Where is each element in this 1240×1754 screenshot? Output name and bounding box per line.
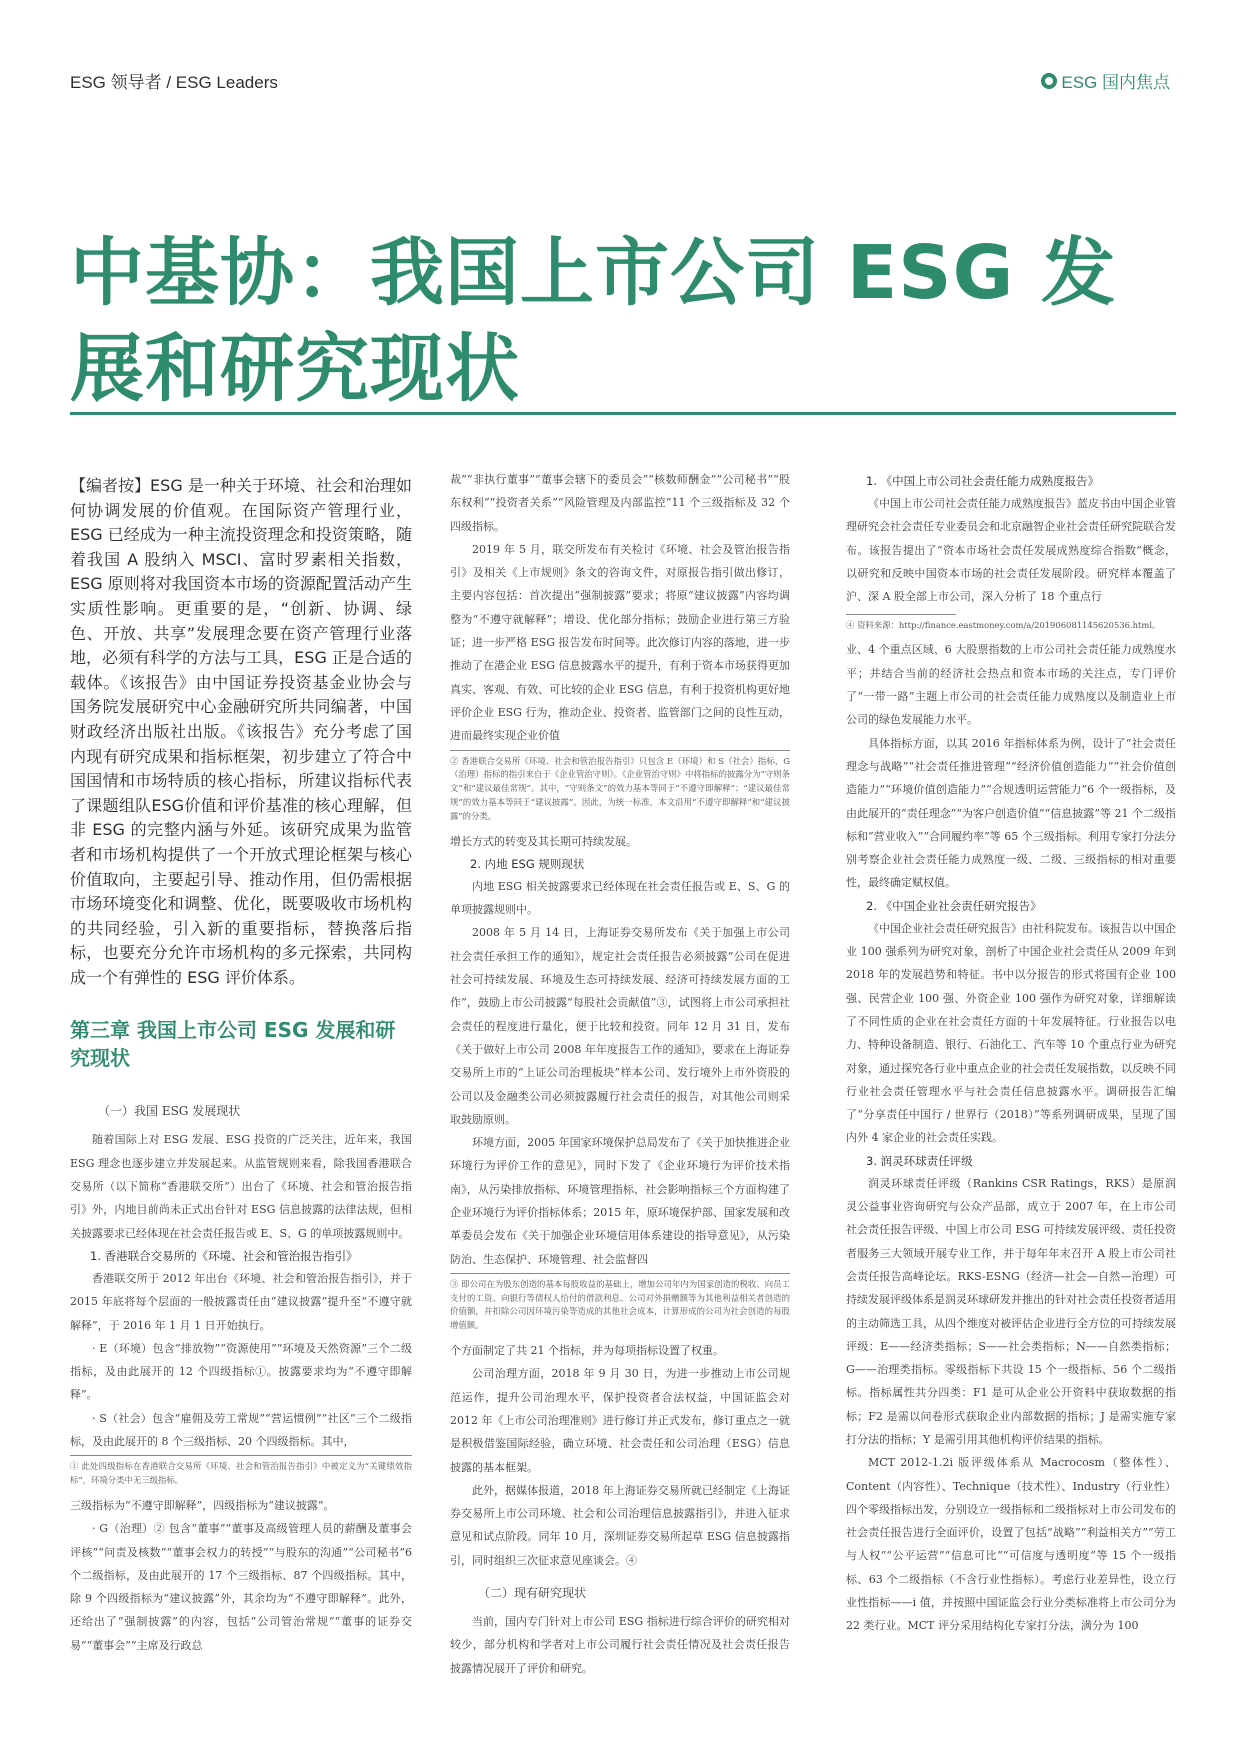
paragraph: 公司治理方面，2018 年 9 月 30 日，为进一步推动上市公司规范运作，提升公司治理水平，保护投资者合法权益，中国证监会对 2012 年《上市公司治理准则》进行修订并正式发布，修订重点之一就是积极借鉴国际经验，确立环境、社会责任和公司治理（ESG）信息披露的基本框架。 [450,1367,790,1474]
title-divider [70,412,1176,415]
subsection-heading: 3. 润灵环球责任评级 [866,1153,973,1168]
subsection-heading: 2. 《中国企业社会责任研究报告》 [866,898,1042,913]
paragraph: · S（社会）包含“雇佣及劳工常规”“营运惯例”“社区”三个二级指标，及由此展开的 8 个三级指标、20 个四级指标。其中， [70,1411,412,1449]
source-footnote: ④ 资料来源：http://finance.eastmoney.com/a/201906081145620536.html。 [846,620,1161,631]
paragraph: 具体指标方面，以其 2016 年指标体系为例，设计了“社会责任理念与战略”“社会责任推进管理”“经济价值创造能力”“社会价值创造能力”“环境价值创造能力”“合规透明运营能力”6 个一级指标，及由此展开的“责任理念”“为客户创造价值”“信息披露”等 21 个二级指标和“营业收入”“合同履约率”等 65 个三级指标。利用专家打分法分别考察企业社会责任能力成熟度一级、二级、三级指标的相对重要性，最终确定赋权值。 [846,736,1176,890]
column-1-body [70,1128,412,1657]
running-header-right [1041,68,1170,93]
paragraph: 业、4 个重点区域、6 大股票指数的上市公司社会责任能力成熟度水平；并结合当前的经济社会热点和资本市场的关注点，专门评价了“一带一路”主题上市公司的社会责任能力成熟度以及制造业上市公司的绿色发展能力水平。 [846,643,1176,727]
subsection-heading: 1. 《中国上市公司社会责任能力成熟度报告》 [866,474,1100,488]
footnote-divider [846,614,956,615]
article-title: 中基协：我国上市公司 ESG 发展和研究现状 [70,230,1117,412]
column-3-body [846,470,1176,1638]
column-2 [450,468,790,1680]
paragraph: 2008 年 5 月 14 日，上海证券交易所发布《关于加强上市公司社会责任承担工作的通知》，规定社会责任报告必须披露“公司在促进社会可持续发展、环境及生态可持续发展、经济可持续发展方面的工作”，鼓励上市公司披露“每股社会贡献值”③，试图将上市公司承担社会责任的程度进行量化，便于比较和投资。同年 12 月 31 日，发布《关于做好上市公司 2008 年年度报告工作的通知》，要求在上海证券交易所上市的“上证公司治理板块”样本公司、发行境外上市外资股的公司以及金融类公司必须披露履行社会责任的报告，对其他公司则采取鼓励原则。 [450,926,790,1126]
paragraph: · E（环境）包含“排放物”“资源使用”“环境及天然资源”三个二级指标，及由此展开的 12 个四级指标①。披露要求均为“不遵守即解释”。 [70,1341,412,1402]
subsection-heading: 2. 内地 ESG 规则现状 [470,856,585,871]
running-header-left: ESG 领导者 / ESG Leaders [70,73,278,92]
paragraph: 三级指标为“不遵守即解释”，四级指标为“建议披露”。 [70,1498,335,1512]
column-3 [846,470,1176,1638]
paragraph: 此外，据媒体报道，2018 年上海证券交易所就已经制定《上海证券交易所上市公司环境、社会和公司治理信息披露指引》，并进入征求意见和试点阶段。同年 10 月，深圳证券交易所起草 ESG 信息披露指引，同时组织三次征求意见座谈会。④ [450,1483,790,1567]
chapter-heading: 第三章 我国上市公司 ESG 发展和研究现状 [70,1018,396,1071]
footnote: ② 香港联合交易所《环境、社会和管治报告指引》只包含 E（环境）和 S（社会）指标，G（治理）指标的指引来自于《企业管治守则》。《企业管治守则》中将指标的披露分为“守则条文”和“建议最佳常规”。其中，“守则条文”的效力基本等同于“不遵守即解释”；“建议最佳常规”的效力基本等同于“建议披露”。因此，为统一标准，本文沿用“不遵守即解释”和“建议披露”的分类。 [450,750,790,824]
paragraph: 随着国际上对 ESG 发展、ESG 投资的广泛关注，近年来，我国 ESG 理念也逐步建立并发展起来。从监管规则来看，除我国香港联合交易所（以下简称“香港联交所”）出台了《环境、社会和管治报告指引》外，内地目前尚未正式出台针对 ESG 信息披露的法律法规，但相关披露要求已经体现在社会责任报告或 E、S、G 的单项披露规则中。 [70,1133,412,1240]
paragraph: 增长方式的转变及其长期可持续发展。 [450,834,637,848]
paragraph: 润灵环球责任评级（Rankins CSR Ratings，RKS）是原润灵公益事业咨询研究与公众产品部，成立于 2007 年，在上市公司社会责任报告评级、中国上市公司 ESG 可持续发展评级、责任投资者服务三大领域开展专业工作，并于每年年末召开 A 股上市公司社会责任报告高峰论坛。RKS-ESNG（经济—社会—自然—治理）可持续发展评级体系是润灵环球研发并推出的针对社会责任投资者适用的主动筛选工具，从四个维度对被评估企业进行全方位的可持续发展评级：E——经济类指标；S——社会类指标；N——自然类指标；G——治理类指标。零级指标下共设 15 个一级指标、56 个二级指标。指标属性共分四类：F1 是可从企业公开资料中获取数据的指标；F2 是需以问卷形式获取企业内部数据的指标；J 是需实施专家打分法的指标；Y 是需引用其他机构评价结果的指标。 [846,1176,1176,1446]
running-header-right-label: ESG 国内焦点 [1061,73,1170,92]
circle-icon [1041,73,1057,89]
section-heading: （一）我国 ESG 发展现状 [98,1104,241,1119]
subsection-heading: 1. 香港联合交易所的《环境、社会和管治报告指引》 [90,1248,358,1263]
paragraph: 《中国企业社会责任研究报告》由社科院发布。该报告以中国企业 100 强系列为研究对象，剖析了中国企业社会责任从 2009 年到 2018 年的发展趋势和特征。书中以分报告的形式将国有企业 100 强、民营企业 100 强、外资企业 100 强作为研究对象，详细解读了不同性质的企业在社会责任方面的十年发展特征。行业报告以电力、特种设备制造、银行、石油化工、汽车等 10 个重点行业为研究对象，通过探究各行业中重点企业的社会责任发展指数，以反映不同行业社会责任管理水平与社会责任信息披露水平。调研报告汇编了“分享责任中国行 / 世界行（2018）”等系列调研成果，呈现了国内外 4 家企业的社会责任实践。 [846,921,1176,1145]
paragraph: 当前，国内专门针对上市公司 ESG 指标进行综合评价的研究相对较少，部分机构和学者对上市公司履行社会责任情况及社会责任报告披露情况展开了评价和研究。 [450,1615,790,1675]
paragraph: 个方面制定了共 21 个指标，并为每项指标设置了权重。 [450,1344,724,1358]
paragraph: 环境方面，2005 年国家环境保护总局发布了《关于加快推进企业环境行为评价工作的意见》，同时下发了《企业环境行为评价技术指南》，从污染排放指标、环境管理指标、社会影响指标三个方面构建了企业环境行为评价指标体系；2015 年，原环境保护部、国家发展和改革委员会发布《关于加强企业环境信用体系建设的指导意见》，从污染防治、生态保护、环境管理、社会监督四 [450,1136,790,1266]
paragraph: · G（治理）② 包含“董事”“董事及高级管理人员的薪酬及董事会评核”“问责及核数”“董事会权力的转授”“与股东的沟通”“公司秘书”6 个二级指标，及由此展开的 17 个三级指标、87 个四级指标。其中，除 9 个四级指标为“建议披露”外，其余均为“不遵守即解释”。此外，还给出了“强制披露”的内容，包括“公司管治常规”“董事的证券交易”“董事会”“主席及行政总 [70,1522,412,1652]
footnote: ③ 即公司在为股东创造的基本每股收益的基础上，增加公司年内为国家创造的税收、向员工支付的工资、向银行等债权人给付的借款利息、公司对外捐赠额等为其他利益相关者创造的价值额，并扣除公司因环境污染等造成的其他社会成本，计算形成的公司为社会创造的每股增值额。 [450,1273,790,1333]
column-1 [70,474,412,1657]
paragraph: 香港联交所于 2012 年出台《环境、社会和管治报告指引》，并于 2015 年底将每个层面的一般披露责任由“建议披露”提升至“不遵守就解释”，于 2016 年 1 月 1 日开始执行。 [70,1271,412,1332]
section-heading: （二）现有研究现状 [478,1586,587,1601]
editor-note: 【编者按】ESG 是一种关于环境、社会和治理如何协调发展的价值观。在国际资产管理行业，ESG 已经成为一种主流投资理念和投资策略，随着我国 A 股纳入 MSCI、富时罗素相关指数，ESG 原则将对我国资本市场的资源配置活动产生实质性影响。更重要的是，“创新、协调、绿色、开放、共享”发展理念要在资产管理行业落地，必须有科学的方法与工具，ESG 正是合适的载体。《该报告》由中国证券投资基金业协会与国务院发展研究中心金融研究所共同编著，中国财政经济出版社出版。《该报告》充分考虑了国内现有研究成果和指标框架，初步建立了符合中国国情和市场特质的核心指标，所建议指标代表了课题组队ESG价值和评价基准的核心理解，但非 ESG 的完整内涵与外延。该研究成果为监管者和市场机构提供了一个开放式理论框架与核心价值取向，主要起引导、推动作用，但仍需根据市场环境变化和调整、优化，既要吸收市场机构的共同经验，引入新的重要指标，替换落后指标，也要充分允许市场机构的多元探索，共同构成一个有弹性的 ESG 评价体系。 [70,476,412,987]
column-2-body [450,468,790,1680]
paragraph: MCT 2012-1.2i 版评级体系从 Macrocosm（整体性）、Content（内容性）、Technique（技术性）、Industry（行业性）四个零级指标出发，分别设立一级指标和二级指标对上市公司发布的社会责任报告进行全面评价，设置了包括“战略”“利益相关方”“劳工与人权”“公平运营”“信息可比”“可信度与透明度”等 15 个一级指标、63 个二级指标（不含行业性指标）。考虑行业差异性，设立行业性指标——i 值，并按照中国证监会行业分类标准将上市公司分为 22 类行业。MCT 评分采用结构化专家打分法，满分为 100 [846,1456,1176,1633]
paragraph: 《中国上市公司社会责任能力成熟度报告》蓝皮书由中国企业管理研究会社会责任专业委员会和北京融智企业社会责任研究院联合发布。该报告提出了“资本市场社会责任发展成熟度综合指数”概念，以研究和反映中国资本市场的社会责任发展阶段。研究样本覆盖了沪、深 A 股全部上市公司，深入分析了 18 个重点行 [846,497,1176,604]
footnote: ① 此处四级指标在香港联合交易所《环境、社会和管治报告指引》中被定义为“关键绩效指标”，环境分类中无三级指标。 [70,1455,412,1488]
paragraph: 2019 年 5 月，联交所发布有关检讨《环境、社会及管治报告指引》及相关《上市规则》条文的咨询文件，对原报告指引做出修订，主要内容包括：首次提出“强制披露”要求；将原“建议披露”内容均调整为“不遵守就解释”；增设、优化部分指标；鼓励企业进行第三方验证；进一步严格 ESG 报告发布时间等。此次修订内容的落地，进一步推动了在港企业 ESG 信息披露水平的提升，有利于资本市场获得更加真实、客观、有效、可比较的企业 ESG 信息，有利于投资机构更好地评价企业 ESG 行为，推动企业、投资者、监管部门之间的良性互动，进而最终实现企业价值 [450,542,790,743]
paragraph: 裁”“非执行董事”“董事会辖下的委员会”“核数师酬金”“公司秘书”“股东权利”“投资者关系”“风险管理及内部监控”11 个三级指标及 32 个四级指标。 [450,473,790,533]
paragraph: 内地 ESG 相关披露要求已经体现在社会责任报告或 E、S、G 的单项披露规则中。 [450,879,790,917]
